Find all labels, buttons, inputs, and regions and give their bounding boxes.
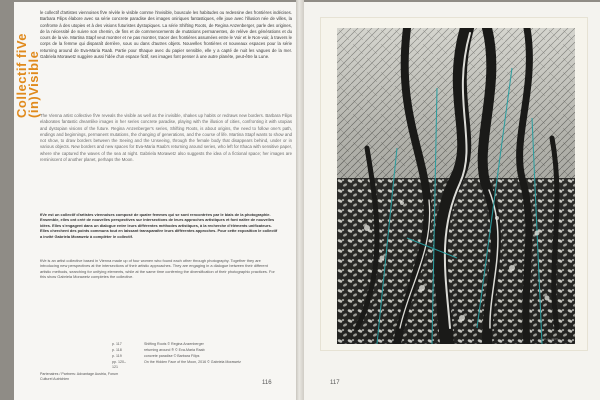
caption-page: p. 117 <box>112 342 122 346</box>
caption-row <box>112 360 272 370</box>
left-page <box>14 2 298 400</box>
caption-page: p. 118 <box>112 348 122 352</box>
tree-photo-illustration <box>337 28 575 344</box>
photo-captions <box>112 342 272 371</box>
page-number-left: 116 <box>262 380 272 386</box>
vertical-title <box>14 8 41 128</box>
book-gutter <box>296 0 304 400</box>
tree-roots-photograph <box>337 28 575 344</box>
french-intro-text: fiVe est un collectif d'artistes viennoises composé de quatre femmes qui se sont rencontrées par le biais de la photographie. Ensemble, elles ont créé de nouvelles perspectives sur intersections de leurs approches artistiques et font naître de nouvelles idées. Elles s'engagent dans un dialogue entre leurs différentes méthodes artistiques, à la recherche d'éléments unificateurs. Elles cherchent des points communs tout en laissant transparaître leurs différentes approches. Pour cette exposition le collectif a invité Gabriela Morawetz à compléter le collectif. <box>40 212 278 239</box>
english-intro-text: fiVe is an artist collective based in Vienna made up of four women who found each other through photography. Together they are introducing new perspectives at the intersections of their artistic approaches. They are engaging in a dialogue between their different artistic methods, searching for unifying elements, while at the same time conferring the diversification of their photographic practices. For this show Gabriela Morawetz completes the collective. <box>40 258 275 280</box>
caption-text: returning around ® © Eva-Maria Raab <box>144 348 205 352</box>
page-number-right: 117 <box>330 380 340 386</box>
caption-text: concrete paradise © Barbara Filips <box>144 354 200 358</box>
caption-text: On the Hidden Face of the Moon, 2016 © Gabriela Morawetz <box>144 360 241 364</box>
caption-page: pp. 120–121 <box>112 360 126 369</box>
caption-row <box>112 354 272 359</box>
caption-row <box>112 348 272 353</box>
caption-row <box>112 342 272 347</box>
photo-signature: © R.A. 2019 <box>540 337 559 341</box>
caption-page: p. 119 <box>112 354 122 358</box>
english-body-text: The Vienna artist collective fiVe reveals the visible as well as the invisible, shakes up habits or redraws new borders. Barbara Filips elaborates fantastic dreamlike images in her series concrete paradise, playing with the illusion of cities, confronting it with utopias and dystopian visions of the future. Regina Anzenberger's series, Shifting Roots, is about origins, the need to follow one's path, endings and beginnings, permanent mutations, the changing of generations, and the course of life. Martina Stapf wants to show and not show, to draw borders between the Seeing and the Unseeing, through the female body that disappears behind, under or in various objects. New borders and new spaces for Eva-Maria Raab's returning around series, who left for Ithaca with sensitive paper, where she captured the waves of the sea at night. Gabriela Morawetz also suggests the idea of a fictional space; her images are reminiscent of another planet, perhaps the Moon. <box>40 113 292 163</box>
title-line-2: (in)Visible <box>26 50 41 118</box>
partners-credit: Partenaires / Partners: Advantage Austria, Forum Culturel Autrichien <box>40 372 119 381</box>
french-body-text: le collectif d'artistes viennoises fiVe révèle le visible comme l'invisible, bouscule les habitudes ou redessine des frontières indécises. Barbara Filips élabore avec sa série concrete paradise des images oniriques fantastiques, elle joue avec l'illusion née de villes, la confronte à des utopies et à des visions futuristes dystopiques. La série Shifting Roots, de Regina Anzenberger, parle des origines, de la nécessité de suivre son chemin, de fins et de commencements de mutations permanentes, de relève des générations et du cours de la vie. Martina Stapf veut montrer et ne pas montrer, tracer des frontières assumées entre le Voir et le Non-voir, à travers le corps de la femme qui disparaît derrière, sous ou dans d'autres objets. Nouvelles frontières et nouveaux espaces pour la série returning around de Eva-Maria Raab. Partie pour Ithaque avec du papier sensible, elle y a capté de nuit les vagues de la mer. Gabriela Morawetz suggère aussi l'idée d'un espace fictif, ses images font penser à une autre planète, peut-être la Lune. <box>40 10 292 60</box>
caption-text: Shifting Roots © Regina Anzenberger <box>144 342 204 346</box>
title-line-1: Collectif fiVe <box>14 32 29 118</box>
